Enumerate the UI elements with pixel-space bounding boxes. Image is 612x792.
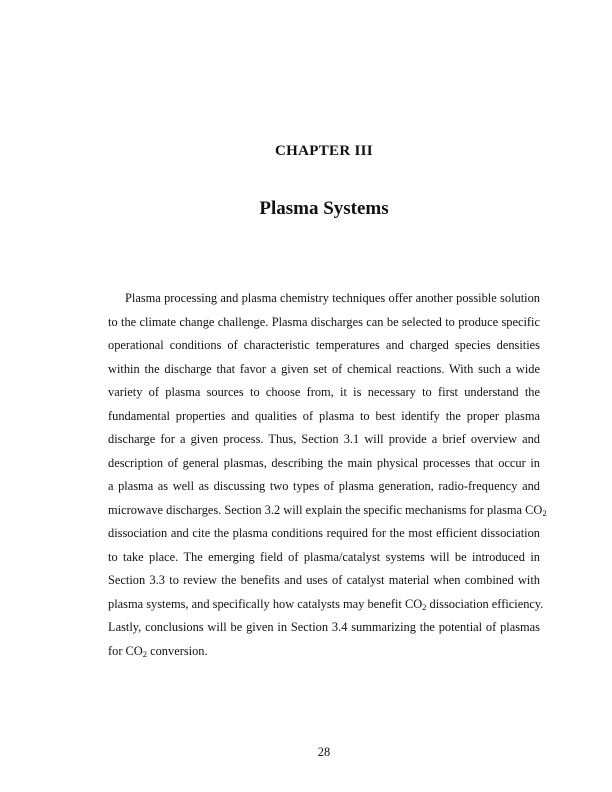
paragraph-line: plasma systems, and specifically how catalysts may benefit $CO_2$ dissociation efficiency. <box>108 596 544 612</box>
paragraph-line: Lastly, conclusions will be given in Section 3.4 summarizing the potential of plasmas <box>108 620 540 634</box>
paragraph-line: a plasma as well as discussing two types of plasma generation, radio-frequency and <box>108 479 540 493</box>
paragraph-line: variety of plasma sources to choose from, it is necessary to first understand the <box>108 385 540 399</box>
paragraph-line: description of general plasmas, describing the main physical processes that occur in <box>108 455 540 470</box>
paragraph-line: to the climate change challenge. Plasma discharges can be selected to produce specific <box>108 314 540 329</box>
paragraph-line: fundamental properties and qualities of plasma to best identify the proper plasma <box>108 408 540 423</box>
chapter-title: Plasma Systems <box>259 198 389 219</box>
subscript: 2 <box>142 648 148 659</box>
paragraph-line: within the discharge that favor a given set of chemical reactions. With such a wide <box>108 361 540 376</box>
paragraph-line: Section 3.3 to review the benefits and uses of catalyst material when combined with <box>108 573 540 587</box>
paragraph-line: Plasma processing and plasma chemistry techniques offer another possible solution <box>125 291 540 305</box>
subscript: 2 <box>422 601 427 612</box>
page-number: 28 <box>317 745 331 759</box>
paragraph-line: dissociation and cite the plasma conditions required for the most efficient dissociation <box>108 526 540 540</box>
paragraph-line: operational conditions of characteristic temperatures and charged species densities <box>108 338 540 352</box>
paragraph-line: to take place. The emerging field of plasma/catalyst systems will be introduced in <box>108 549 540 564</box>
chapter-label: CHAPTER III <box>275 143 373 159</box>
subscript: 2 <box>542 507 547 518</box>
paragraph-line: for $CO_2$ conversion. <box>108 643 208 659</box>
paragraph-line: microwave discharges. Section 3.2 will explain the specific mechanisms for plasma $CO_2$ <box>108 502 547 518</box>
body-paragraph <box>108 287 547 663</box>
paragraph-line: discharge for a given process. Thus, Section 3.1 will provide a brief overview and <box>108 432 540 446</box>
